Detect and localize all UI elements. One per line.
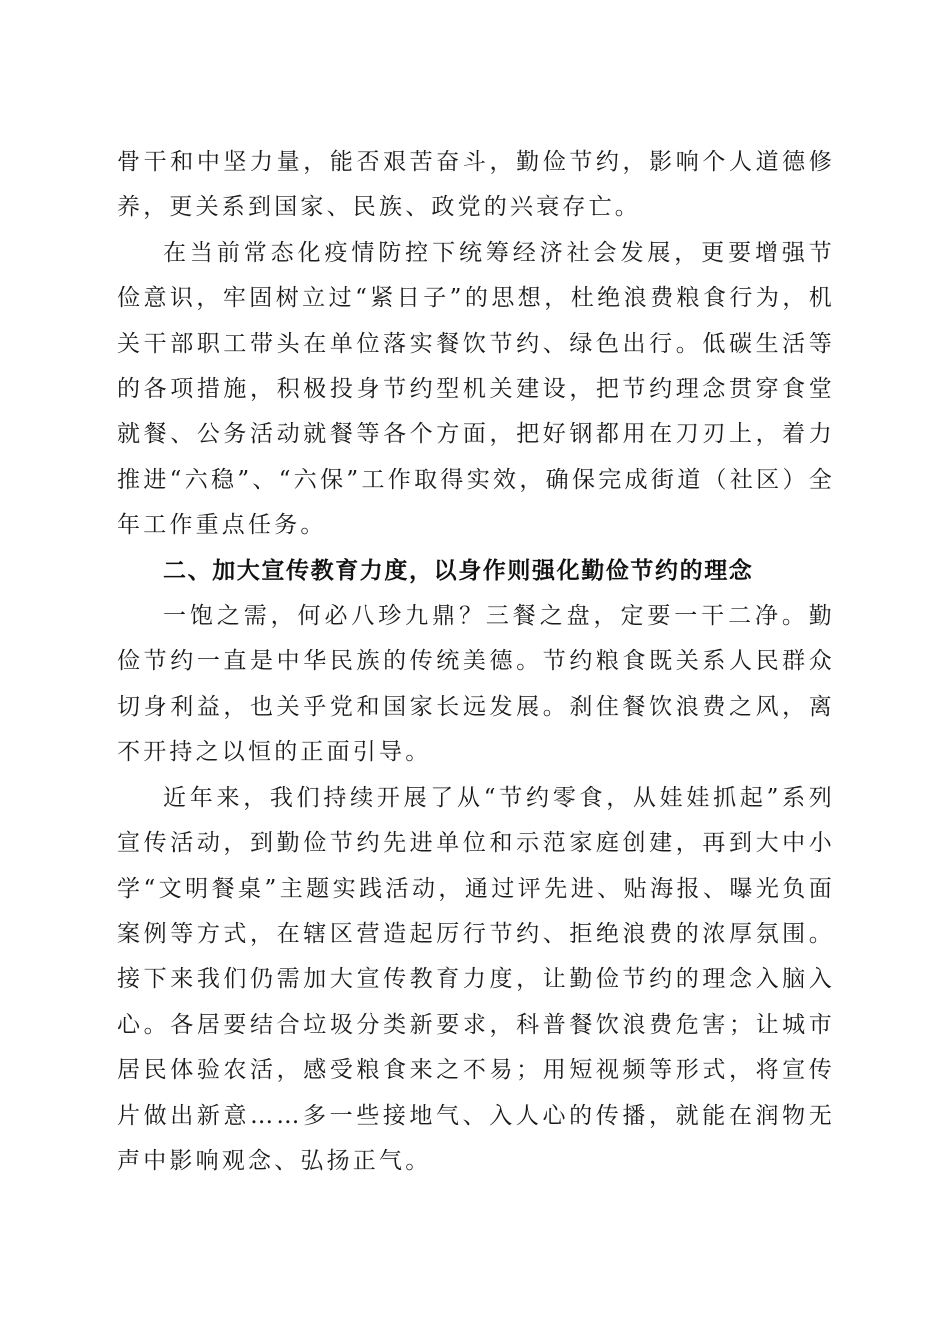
paragraph-publicity: 近年来，我们持续开展了从“节约零食，从娃娃抓起”系列宣传活动，到勤俭节约先进单位和示范家庭创建，再到大中小学“文明餐桌”主题实践活动，通过评先进、贴海报、曝光负面案例等方式，在辖区营造起厉行节约、拒绝浪费的浓厚氛围。接下来我们仍需加大宣传教育力度，让勤俭节约的理念入脑入心。各居要结合垃圾分类新要求，科普餐饮浪费危害；让城市居民体验农活，感受粮食来之不易；用短视频等形式，将宣传片做出新意……多一些接地气、入人心的传播，就能在润物无声中影响观念、弘扬正气。: [117, 784, 835, 1174]
section-heading-2: 二、加大宣传教育力度，以身作则强化勤俭节约的理念: [163, 557, 754, 584]
paragraph-frugality-awareness: 在当前常态化疫情防控下统筹经济社会发展，更要增强节俭意识，牢固树立过“紧日子”的思想，杜绝浪费粮食行为，机关干部职工带头在单位落实餐饮节约、绿色出行。低碳生活等的各项措施，积极投身节约型机关建设，把节约理念贯穿食堂就餐、公务活动就餐等各个方面，把好钢都用在刀刃上，着力推进“六稳”、“六保”工作取得实效，确保完成街道（社区）全年工作重点任务。: [117, 239, 835, 539]
paragraph-continuation: 骨干和中坚力量，能否艰苦奋斗，勤俭节约，影响个人道德修养，更关系到国家、民族、政党的兴衰存亡。: [117, 149, 835, 221]
paragraph-virtue: 一饱之需，何必八珍九鼎？三餐之盘，定要一干二净。勤俭节约一直是中华民族的传统美德。节约粮食既关系人民群众切身利益，也关乎党和国家长远发展。刹住餐饮浪费之风，离不开持之以恒的正面引导。: [117, 603, 835, 766]
document-body: [117, 140, 835, 1184]
